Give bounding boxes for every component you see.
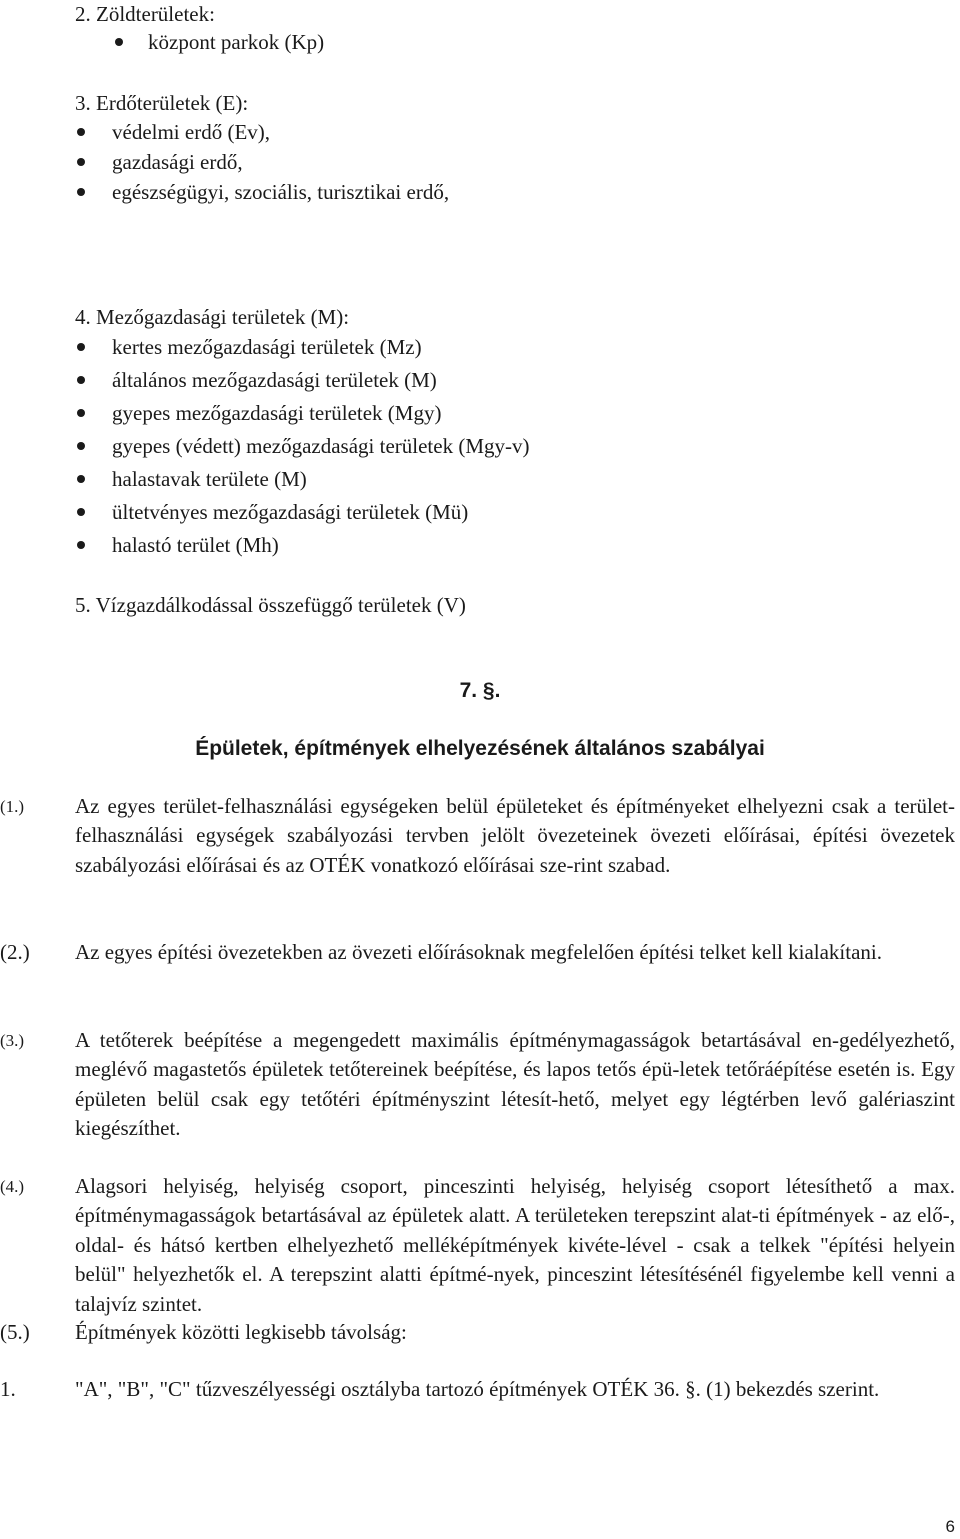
bullet-icon	[77, 376, 85, 384]
sub-item-number: 1.	[0, 1377, 16, 1401]
paragraph-text: Építmények közötti legkisebb távolság:	[75, 1320, 407, 1344]
bullet-icon	[77, 541, 85, 549]
list-item: ültetvényes mezőgazdasági területek (Mü)	[112, 500, 469, 524]
paragraph-number: (1.)	[0, 797, 25, 816]
bullet-icon	[77, 188, 85, 196]
paragraph-number: (4.)	[0, 1177, 25, 1196]
paragraph-text: A tetőterek beépítése a megengedett maximális építménymagasságok betartásával en-gedélyezhető, meglévő magastetős épületek tetőtereinek beépítése, és lapos tetős épü-letek tetőráépítése esetén is. Egy épületen belül csak egy tetőtéri építményszint létesít-hető, melyet egy légtérben levő galériaszint kiegészíthet.	[75, 1028, 955, 1141]
paragraph-text: Az egyes terület-felhasználási egységeken belül épületeket és építményeket elhelyezni csak a terület-felhasználási egységek szabályozási tervben jelölt övezeteinek övezeti előírásai, építési övezetek szabályozási előírásai és az OTÉK vonatkozó előírásai sze-rint szabad.	[75, 794, 955, 877]
article-number: 7. §.	[459, 679, 501, 702]
list-item: gyepes (védett) mezőgazdasági területek (Mgy-v)	[112, 434, 530, 458]
bullet-icon	[115, 38, 123, 46]
list-item: védelmi erdő (Ev),	[112, 120, 271, 144]
list-item: kertes mezőgazdasági területek (Mz)	[112, 335, 422, 359]
paragraph-number: (2.)	[0, 940, 30, 964]
list-item: központ parkok (Kp)	[148, 30, 325, 54]
section-3-title: 3. Erdőterületek (E):	[75, 91, 249, 115]
bullet-icon	[77, 128, 85, 136]
list-item: általános mezőgazdasági területek (M)	[112, 368, 437, 392]
paragraph-number: (5.)	[0, 1320, 30, 1344]
bullet-icon	[77, 409, 85, 417]
list-item: halastó terület (Mh)	[112, 533, 279, 557]
article-title: Épületek, építmények elhelyezésének általános szabályai	[195, 737, 765, 760]
list-item: gazdasági erdő,	[112, 150, 243, 174]
list-item: egészségügyi, szociális, turisztikai erdő,	[112, 180, 450, 204]
paragraph-number: (3.)	[0, 1031, 25, 1050]
bullet-icon	[77, 442, 85, 450]
bullet-icon	[77, 343, 85, 351]
page-number: 6	[945, 1517, 955, 1536]
bullet-icon	[77, 158, 85, 166]
list-item: gyepes mezőgazdasági területek (Mgy)	[112, 401, 442, 425]
bullet-icon	[77, 508, 85, 516]
section-4-title: 4. Mezőgazdasági területek (M):	[75, 305, 350, 329]
paragraph-text: Alagsori helyiség, helyiség csoport, pinceszinti helyiség, helyiség csoport létesíthető a max. építménymagasságok betartásával az épületek alatt. A területeken terepszint alat-ti építmények - az elő-, oldal- és hátsó kertben elhelyezhető melléképítmények kivéte-lével - csak a telkek "építési helyein belül" helyezhetők el. A terepszint alatti építmé-nyek, pinceszint létesítésénél figyelembe kell venni a talajvíz szintet.	[75, 1174, 955, 1316]
list-item: halastavak területe (M)	[112, 467, 307, 491]
bullet-icon	[77, 475, 85, 483]
paragraph-text: Az egyes építési övezetekben az övezeti előírásoknak megfelelően építési telket kell kialakítani.	[75, 940, 882, 964]
sub-item-text: "A", "B", "C" tűzveszélyességi osztályba tartozó építmények OTÉK 36. §. (1) bekezdés szerint.	[75, 1377, 880, 1401]
section-5-title: 5. Vízgazdálkodással összefüggő területek (V)	[75, 593, 466, 617]
section-2-title: 2. Zöldterületek:	[75, 2, 215, 26]
